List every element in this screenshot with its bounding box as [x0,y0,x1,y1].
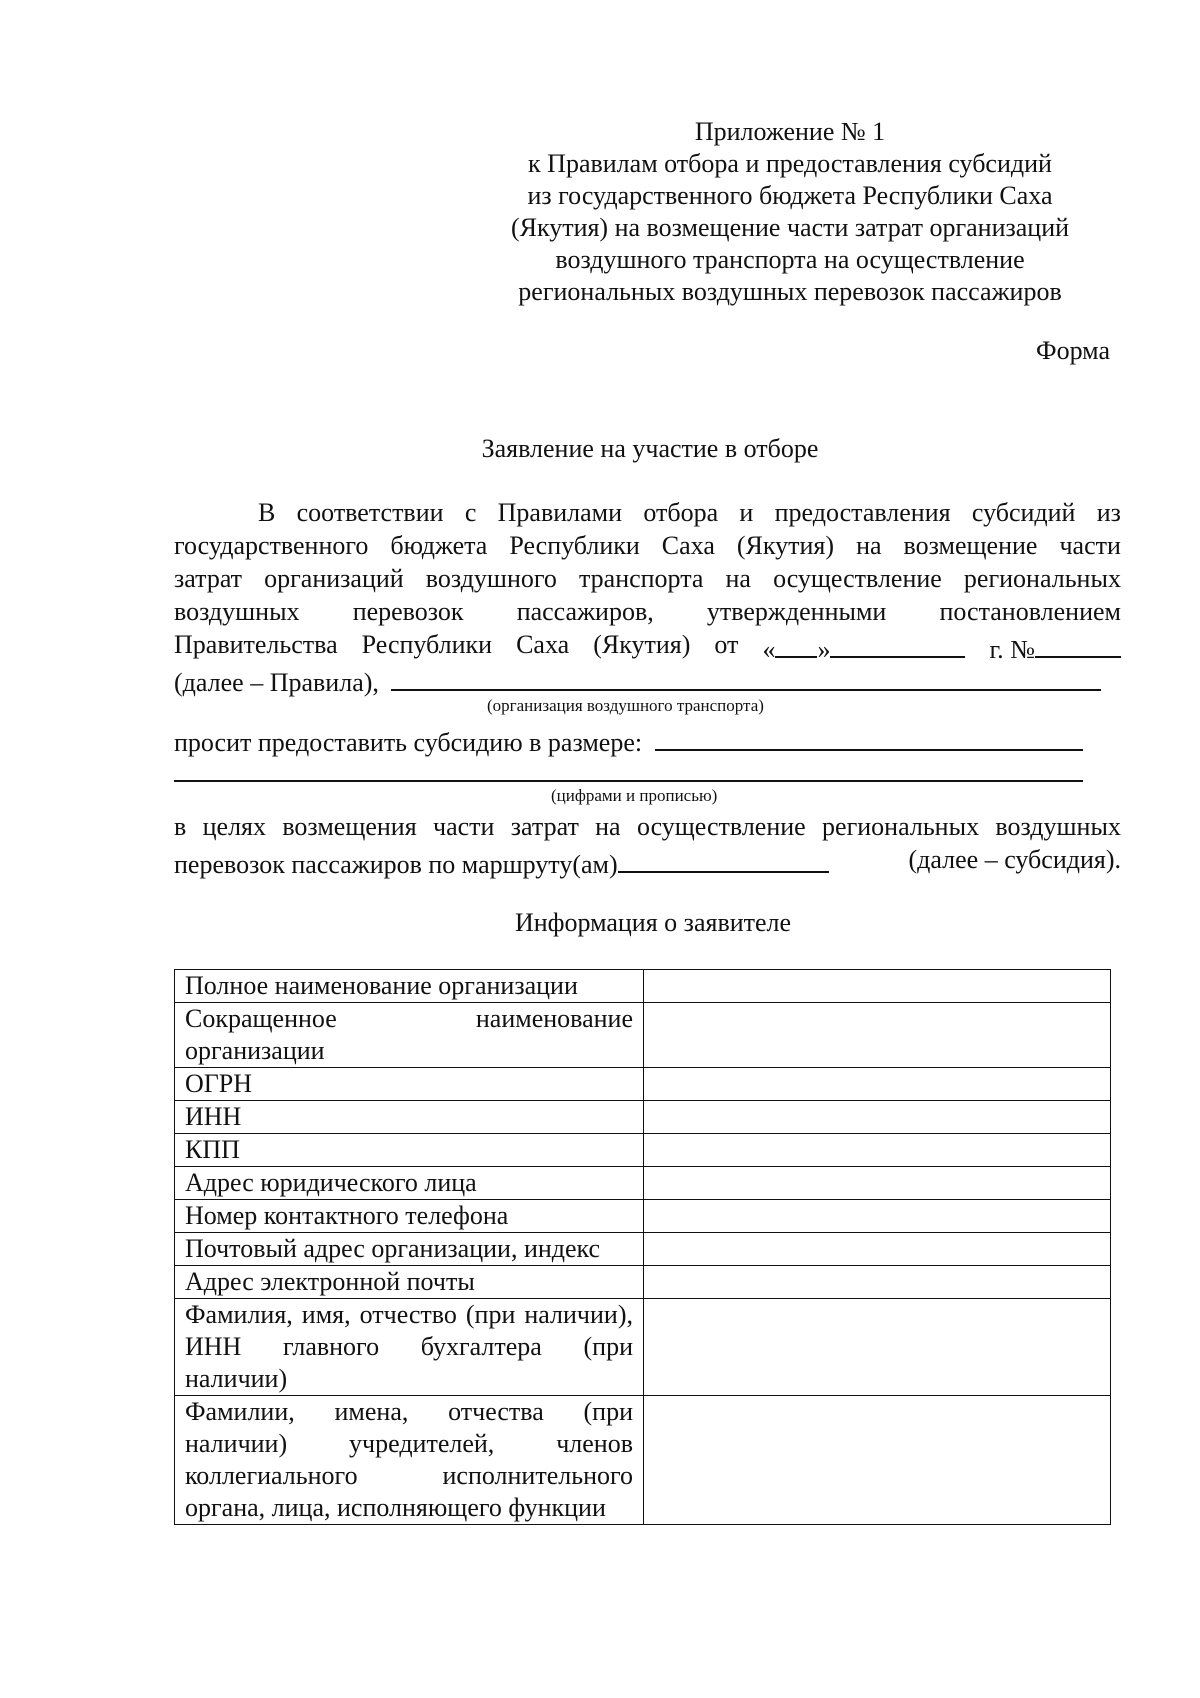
applicant-info-table [174,969,1111,1525]
word: Правилами [497,498,623,527]
row-label: Почтовый адрес организации, индекс [175,1233,644,1266]
row-value-cell[interactable] [644,1003,1111,1068]
body-line-9-tail: (далее – субсидия). [908,845,1121,874]
body-line-1 [258,496,1121,529]
body-line-5-word: (Якутия) [593,630,691,659]
row-label: Фамилия, имя, отчество (при наличии), ИНН главного бухгалтера (при наличии) [175,1299,644,1396]
row-label: Фамилии, имена, отчества (при наличии) учредителей, членов коллегиального исполнительного органа, лица, исполняющего функции [175,1396,644,1525]
year-label: г. [989,635,1004,664]
word: затрат [510,812,579,841]
word: отбора [643,498,719,527]
row-value-cell[interactable] [644,1396,1111,1525]
day-blank[interactable] [775,628,817,658]
row-value-cell[interactable] [644,1101,1111,1134]
word: соответствии [296,498,444,527]
word: возмещения [282,812,417,841]
route-blank[interactable] [618,843,829,873]
word: воздушных [995,812,1121,841]
word: постановлением [939,597,1121,626]
word: осуществление [773,564,942,593]
word: осуществление [636,812,806,841]
applicant-info-title: Информация о заявителе [514,908,792,937]
amount-caption: (цифрами и прописью) [551,786,718,805]
decree-number-blank[interactable] [1035,628,1121,658]
word: и [739,498,754,527]
body-line-2 [174,529,1121,562]
row-value-cell[interactable] [644,1299,1111,1396]
word: воздушного [425,564,557,593]
body-line-6 [174,661,1121,699]
body-line-5-word: от [714,630,739,659]
word: в [174,812,187,841]
word: региональных [822,812,980,841]
body-line-3 [174,562,1121,595]
row-label: ОГРН [175,1068,644,1101]
amount-blank-line-2[interactable] [174,780,1083,782]
word: на [595,812,621,841]
organization-caption: (организация воздушного транспорта) [487,696,764,715]
row-label: Номер контактного телефона [175,1200,644,1233]
appendix-line: региональных воздушных перевозок пассажиров [518,277,1062,306]
word: на [856,531,882,560]
table-row [175,1233,1111,1266]
row-label-line [185,1003,633,1035]
appendix-line: (Якутия) на возмещение части затрат организаций [510,213,1070,242]
row-label: ИНН [175,1101,644,1134]
appendix-line: из государственного бюджета Республики Саха [527,181,1053,210]
word: организаций [264,564,404,593]
table-row [175,1200,1111,1233]
document-title: Заявление на участие в отборе [481,434,819,463]
row-label [175,1003,644,1068]
row-value-cell[interactable] [644,970,1111,1003]
table-row [175,1101,1111,1134]
word: части [433,812,495,841]
table-row [175,1396,1111,1525]
quote-open: « [762,635,776,664]
word: с [464,498,477,527]
amount-blank[interactable] [655,721,1083,751]
row-value-cell[interactable] [644,1167,1111,1200]
word: В [258,498,276,527]
table-row [175,970,1111,1003]
row-label: Адрес электронной почты [175,1266,644,1299]
word: Саха [661,531,715,560]
number-sign: № [1010,635,1035,664]
word: на [725,564,751,593]
word: утвержденными [706,597,887,626]
row-label: Адрес юридического лица [175,1167,644,1200]
row-value-cell[interactable] [644,1068,1111,1101]
organization-blank[interactable] [391,661,1101,691]
word: государственного [174,531,369,560]
row-value-cell[interactable] [644,1200,1111,1233]
table-row [175,1266,1111,1299]
body-line-7 [174,721,1121,759]
word: предоставления [774,498,951,527]
word: целях [202,812,266,841]
row-value-cell[interactable] [644,1266,1111,1299]
body-line-9-text: перевозок пассажиров по маршруту(ам) [174,850,618,879]
row-value-cell[interactable] [644,1134,1111,1167]
body-line-5-word: Саха [516,630,570,659]
word: воздушных [174,597,300,626]
word: (Якутия) [736,531,835,560]
month-blank[interactable] [830,628,965,658]
word: пассажиров, [516,597,654,626]
row-value-cell[interactable] [644,1233,1111,1266]
table-row [175,1167,1111,1200]
word: затрат [174,564,243,593]
body-line-4 [174,595,1121,628]
row-label: Полное наименование организации [175,970,644,1003]
word: бюджета [390,531,488,560]
body-line-5-word: Правительства [174,630,338,659]
word: наименование [475,1004,633,1033]
row-label: КПП [175,1134,644,1167]
body-line-5-word: Республики [361,630,493,659]
word: части [1059,531,1121,560]
appendix-line: к Правилам отбора и предоставления субсидий [528,149,1052,178]
appendix-header [470,116,1110,308]
table-row [175,1068,1111,1101]
quote-close: » [817,635,831,664]
form-label: Форма [1036,336,1110,365]
word: возмещение [903,531,1038,560]
word: региональных [963,564,1121,593]
table-row [175,1003,1111,1068]
word: субсидий [971,498,1076,527]
appendix-line: Приложение № 1 [694,117,886,146]
word: организации [185,1036,325,1065]
table-row [175,1134,1111,1167]
word: перевозок [352,597,464,626]
word: транспорта [578,564,704,593]
word: Сокращенное [185,1004,337,1033]
row-label-line [185,1035,633,1067]
table-row [175,1299,1111,1396]
appendix-line: воздушного транспорта на осуществление [555,245,1025,274]
word: из [1096,498,1121,527]
body-line-7-text: просит предоставить субсидию в размере: [174,728,643,757]
word: Республики [509,531,640,560]
body-line-6-text: (далее – Правила), [174,668,379,697]
body-line-9 [174,843,1121,881]
body-line-8 [174,810,1121,843]
